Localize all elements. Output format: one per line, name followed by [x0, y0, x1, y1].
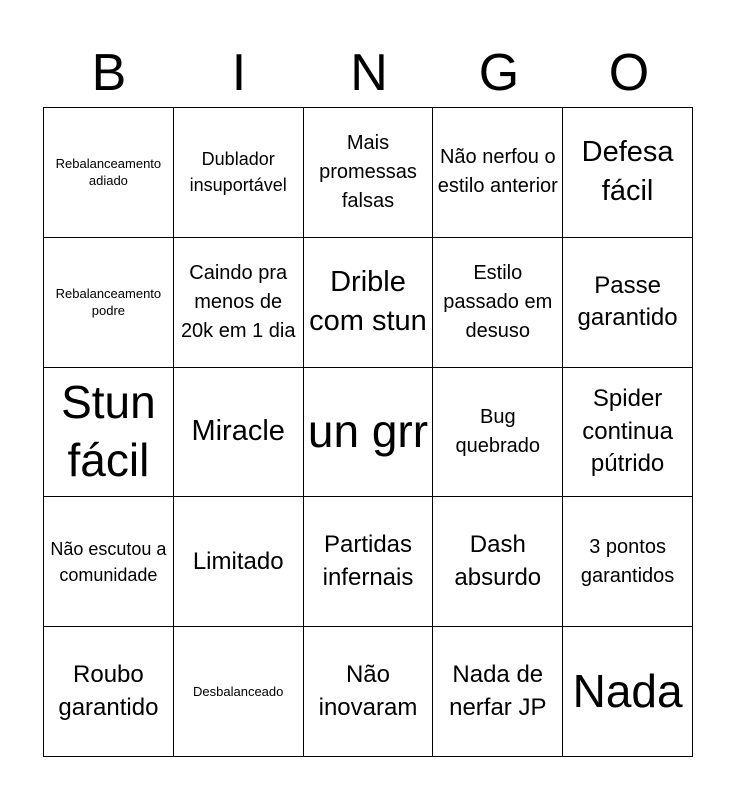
- bingo-cell-r3c2[interactable]: Miracle: [174, 368, 304, 498]
- bingo-cell-r4c4[interactable]: Dash absurdo: [433, 497, 563, 627]
- bingo-cell-r2c4[interactable]: Estilo passado em desuso: [433, 238, 563, 368]
- header-letter-g: G: [478, 44, 520, 102]
- bingo-cell-r4c1[interactable]: Não escutou a comunidade: [44, 497, 174, 627]
- bingo-cell-r1c5[interactable]: Defesa fácil: [563, 108, 693, 238]
- bingo-cell-r1c4[interactable]: Não nerfou o estilo anterior: [433, 108, 563, 238]
- bingo-cell-r5c3[interactable]: Não inovaram: [304, 627, 434, 757]
- bingo-cell-r4c3[interactable]: Partidas infernais: [304, 497, 434, 627]
- bingo-cell-r1c2[interactable]: Dublador insuportável: [174, 108, 304, 238]
- header-letter-n: N: [350, 44, 388, 102]
- bingo-header: [44, 40, 694, 106]
- bingo-cell-r5c4[interactable]: Nada de nerfar JP: [433, 627, 563, 757]
- bingo-cell-r2c3[interactable]: Drible com stun: [304, 238, 434, 368]
- bingo-board: [43, 107, 693, 757]
- bingo-cell-r5c5[interactable]: Nada: [563, 627, 693, 757]
- bingo-cell-r2c1[interactable]: Rebalanceamento podre: [44, 238, 174, 368]
- bingo-cell-r4c2[interactable]: Limitado: [174, 497, 304, 627]
- bingo-cell-r2c2[interactable]: Caindo pra menos de 20k em 1 dia: [174, 238, 304, 368]
- bingo-cell-r3c4[interactable]: Bug quebrado: [433, 368, 563, 498]
- bingo-cell-r2c5[interactable]: Passe garantido: [563, 238, 693, 368]
- bingo-cell-r1c1[interactable]: Rebalanceamento adiado: [44, 108, 174, 238]
- bingo-cell-r4c5[interactable]: 3 pontos garantidos: [563, 497, 693, 627]
- header-letter-o: O: [608, 44, 650, 102]
- bingo-cell-r3c3[interactable]: un grr: [304, 368, 434, 498]
- header-letter-b: B: [91, 44, 127, 102]
- bingo-cell-r3c5[interactable]: Spider continua pútrido: [563, 368, 693, 498]
- bingo-cell-r5c1[interactable]: Roubo garantido: [44, 627, 174, 757]
- bingo-cell-r5c2[interactable]: Desbalanceado: [174, 627, 304, 757]
- header-letter-i: I: [231, 44, 247, 102]
- bingo-cell-r3c1[interactable]: Stun fácil: [44, 368, 174, 498]
- bingo-cell-r1c3[interactable]: Mais promessas falsas: [304, 108, 434, 238]
